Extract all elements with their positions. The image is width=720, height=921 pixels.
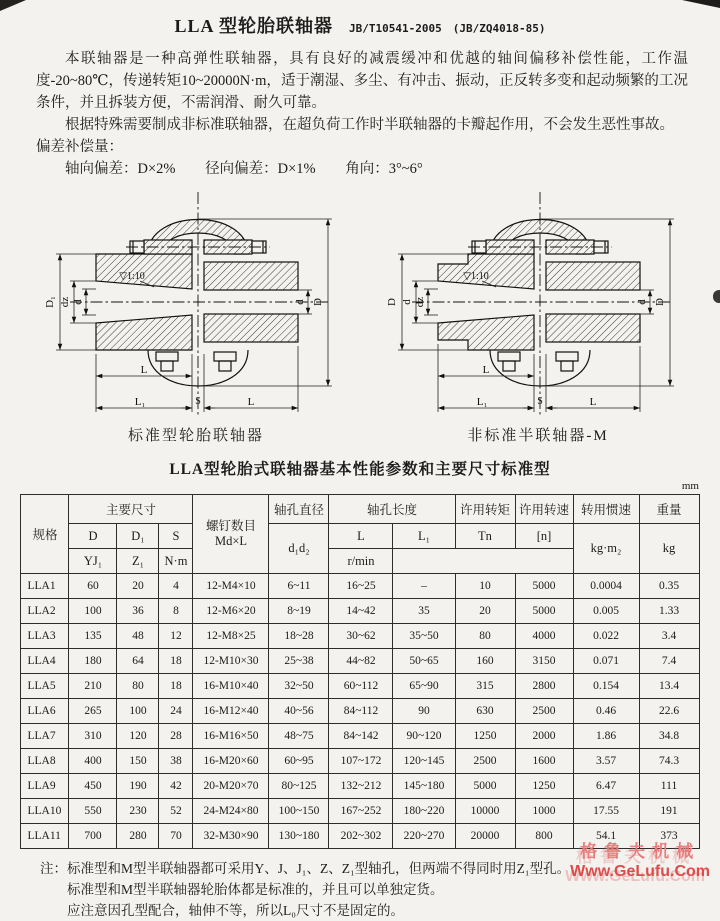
note-line: 标准型和M型半联轴器轮胎体都是标准的，并且可以单独定货。 (67, 882, 444, 897)
dim-label-left-outer: D (386, 298, 398, 306)
value-cell: 12 (159, 624, 193, 649)
value-cell: 180~220 (393, 799, 455, 824)
dim-label-right-outer: D (654, 298, 666, 306)
header-torque-symbol: Tn (455, 524, 515, 549)
value-cell: 135 (69, 624, 117, 649)
value-cell: 132~212 (329, 774, 393, 799)
value-cell: 550 (69, 799, 117, 824)
value-cell: 0.46 (573, 699, 639, 724)
value-cell: 145~180 (393, 774, 455, 799)
spec-cell: LLA9 (21, 774, 69, 799)
value-cell: – (393, 574, 455, 599)
compensation-values (36, 158, 688, 180)
value-cell: 4 (159, 574, 193, 599)
value-cell: 8~19 (269, 599, 329, 624)
value-cell: 52 (159, 799, 193, 824)
value-cell: 16-M12×40 (193, 699, 269, 724)
value-cell: 120~145 (393, 749, 455, 774)
value-cell: 12-M8×25 (193, 624, 269, 649)
value-cell: 450 (69, 774, 117, 799)
value-cell: 6.47 (573, 774, 639, 799)
table-body (21, 574, 699, 849)
header-weight-unit: kg (639, 524, 699, 574)
spec-cell: LLA1 (21, 574, 69, 599)
value-cell: 90~120 (393, 724, 455, 749)
value-cell: 100 (117, 699, 159, 724)
value-cell: 10000 (455, 799, 515, 824)
table-title: LLA型轮胎式联轴器基本性能参数和主要尺寸标准型 (169, 461, 551, 478)
dim-label-left-mid: d (401, 299, 413, 305)
value-cell: 5000 (515, 599, 573, 624)
value-cell: 1.33 (639, 599, 699, 624)
header-S: S (159, 524, 193, 549)
figure-nonstandard-coupling (382, 186, 694, 445)
value-cell: 0.022 (573, 624, 639, 649)
value-cell: 32~50 (269, 674, 329, 699)
value-cell: 3.4 (639, 624, 699, 649)
nonstandard-coupling-drawing (382, 186, 694, 424)
header-torque: 许用转矩 (455, 495, 515, 524)
value-cell: 20000 (455, 824, 515, 849)
intro-paragraph-1: 本联轴器是一种高弹性联轴器，具有良好的减震缓冲和优越的轴间偏移补偿性能，工作温度-20~80℃，传递转矩10~20000N·m，适于潮湿、多尘、有冲击、振动，正反转多变和起动频繁的工况条件，并且拆装方便，不需润滑、耐久可靠。 (36, 51, 688, 111)
value-cell: 74.3 (639, 749, 699, 774)
header-Z1: Z₁ (117, 549, 159, 574)
spec-cell: LLA11 (21, 824, 69, 849)
value-cell: 20 (455, 599, 515, 624)
value-cell: 18 (159, 674, 193, 699)
value-cell: 30~62 (329, 624, 393, 649)
value-cell: 60~112 (329, 674, 393, 699)
value-cell: 180 (69, 649, 117, 674)
note-line: 标准型和M型半联轴器都可采用Y、J、J₁、Z、Z₁型轴孔，但两端不得同时用Z₁型孔。 (67, 861, 571, 876)
header-main-dims: 主要尺寸 (69, 495, 193, 524)
value-cell: 60 (69, 574, 117, 599)
watermark (570, 841, 710, 882)
dim-label-right-inner: d (294, 299, 306, 305)
value-cell: 84~142 (329, 724, 393, 749)
dim-label-left-inner: d (72, 299, 84, 305)
value-cell: 167~252 (329, 799, 393, 824)
table-row (21, 699, 699, 724)
dim-label-s: S (195, 396, 201, 407)
value-cell: 35~50 (393, 624, 455, 649)
value-cell: 20 (117, 574, 159, 599)
value-cell: 40~56 (269, 699, 329, 724)
value-cell: 210 (69, 674, 117, 699)
value-cell: 48 (117, 624, 159, 649)
value-cell: 107~172 (329, 749, 393, 774)
spec-cell: LLA4 (21, 649, 69, 674)
header-L1: L₁ (393, 524, 455, 549)
table-row (21, 724, 699, 749)
dim-label-hub-length: L (140, 364, 148, 376)
header-screws-line1: 螺钉数目 (205, 519, 256, 533)
value-cell: 32-M30×90 (193, 824, 269, 849)
header-weight: 重量 (639, 495, 699, 524)
value-cell: 265 (69, 699, 117, 724)
value-cell: 3.57 (573, 749, 639, 774)
header-YJ1: YJ₁ (69, 549, 117, 574)
value-cell: 25~38 (269, 649, 329, 674)
value-cell: 2000 (515, 724, 573, 749)
value-cell: 70 (159, 824, 193, 849)
value-cell: 5000 (455, 774, 515, 799)
value-cell: 800 (515, 824, 573, 849)
value-cell: 18 (159, 649, 193, 674)
value-cell: 12-M6×20 (193, 599, 269, 624)
scan-artifact-right-edge (713, 290, 720, 303)
value-cell: 48~75 (269, 724, 329, 749)
value-cell: 18~28 (269, 624, 329, 649)
dim-label-hub-length: L (482, 364, 490, 376)
value-cell: 4000 (515, 624, 573, 649)
value-cell: 190 (117, 774, 159, 799)
header-screws-line2: Md×L (214, 534, 248, 548)
value-cell: 0.0004 (573, 574, 639, 599)
value-cell: 1250 (515, 774, 573, 799)
taper-label: ▽1:10 (463, 271, 489, 282)
table-row (21, 749, 699, 774)
value-cell: 1.86 (573, 724, 639, 749)
value-cell: 310 (69, 724, 117, 749)
spec-cell: LLA3 (21, 624, 69, 649)
value-cell: 38 (159, 749, 193, 774)
value-cell: 100 (69, 599, 117, 624)
value-cell: 6~11 (269, 574, 329, 599)
value-cell: 24 (159, 699, 193, 724)
value-cell: 16-M16×50 (193, 724, 269, 749)
header-D1: D₁ (117, 524, 159, 549)
value-cell: 2500 (515, 699, 573, 724)
value-cell: 35 (393, 599, 455, 624)
value-cell: 14~42 (329, 599, 393, 624)
value-cell: 16-M20×60 (193, 749, 269, 774)
value-cell: 160 (455, 649, 515, 674)
value-cell: 280 (117, 824, 159, 849)
caption-standard-coupling: 标准型轮胎联轴器 (127, 428, 264, 444)
value-cell: 220~270 (393, 824, 455, 849)
spec-cell: LLA6 (21, 699, 69, 724)
header-bore-dia-sub: d₁d₂ (269, 524, 329, 574)
spec-cell: LLA10 (21, 799, 69, 824)
figure-standard-coupling (40, 186, 352, 445)
value-cell: 373 (639, 824, 699, 849)
coupling-body (96, 220, 298, 387)
table-row (21, 624, 699, 649)
value-cell: 16-M10×40 (193, 674, 269, 699)
value-cell: 2500 (455, 749, 515, 774)
value-cell: 17.55 (573, 799, 639, 824)
value-cell: 36 (117, 599, 159, 624)
angular-deviation: 角向：3°~6° (345, 161, 423, 177)
value-cell: 100~150 (269, 799, 329, 824)
header-speed: 许用转速 (515, 495, 573, 524)
value-cell: 80 (455, 624, 515, 649)
table-row (21, 799, 699, 824)
table-row (21, 774, 699, 799)
value-cell: 5000 (515, 574, 573, 599)
value-cell: 13.4 (639, 674, 699, 699)
table-row (21, 599, 699, 624)
standard-coupling-drawing (40, 186, 352, 424)
specs-table (20, 494, 699, 849)
table-row (21, 574, 699, 599)
spec-cell: LLA5 (21, 674, 69, 699)
dim-label-s: S (537, 396, 543, 407)
value-cell: 8 (159, 599, 193, 624)
value-cell: 700 (69, 824, 117, 849)
value-cell: 42 (159, 774, 193, 799)
value-cell: 44~82 (329, 649, 393, 674)
value-cell: 50~65 (393, 649, 455, 674)
header-speed-unit: r/min (329, 549, 393, 574)
table-header (21, 495, 699, 574)
value-cell: 230 (117, 799, 159, 824)
dim-label-l-right: L (247, 396, 255, 408)
header-bore-length: 轴孔长度 (329, 495, 455, 524)
axial-deviation: 轴向偏差：D×2% (65, 161, 176, 177)
radial-deviation: 径向偏差：D×1% (205, 161, 316, 177)
value-cell: 60~95 (269, 749, 329, 774)
spec-cell: LLA7 (21, 724, 69, 749)
value-cell: 1250 (455, 724, 515, 749)
value-cell: 24-M24×80 (193, 799, 269, 824)
value-cell: 630 (455, 699, 515, 724)
header-screws (193, 495, 269, 574)
caption-nonstandard-coupling: 非标准半联轴器-M (467, 428, 609, 444)
value-cell: 3150 (515, 649, 573, 674)
value-cell: 20-M20×70 (193, 774, 269, 799)
standard-number: JB/T10541-2005 (JB/ZQ4018-85) (349, 22, 546, 35)
value-cell: 0.071 (573, 649, 639, 674)
value-cell: 64 (117, 649, 159, 674)
value-cell: 22.6 (639, 699, 699, 724)
table-row (21, 649, 699, 674)
header-bore-dia: 轴孔直径 (269, 495, 329, 524)
dim-label-l1: L₁ (134, 396, 146, 408)
dim-label-right-inner: d (636, 299, 648, 305)
watermark-brand: 格鲁夫机械 (580, 841, 701, 861)
value-cell: 10 (455, 574, 515, 599)
intro-text (36, 48, 688, 136)
dim-label-left-mid: dz (59, 296, 71, 308)
header-torque-unit: N·m (159, 549, 193, 574)
diagrams-section (0, 180, 720, 445)
value-cell: 1000 (515, 799, 573, 824)
page-header (0, 12, 720, 38)
dim-label-right-outer: D (312, 298, 324, 306)
watermark-url: Www.GeLufu.Com (570, 863, 710, 880)
value-cell: 54.1 (573, 824, 639, 849)
value-cell: 34.8 (639, 724, 699, 749)
value-cell: 28 (159, 724, 193, 749)
value-cell: 191 (639, 799, 699, 824)
compensation-label: 偏差补偿量： (36, 139, 123, 155)
table-row (21, 674, 699, 699)
value-cell: 150 (117, 749, 159, 774)
header-L: L (329, 524, 393, 549)
coupling-body (438, 220, 640, 387)
value-cell: 111 (639, 774, 699, 799)
dim-label-l-right: L (589, 396, 597, 408)
value-cell: 80 (117, 674, 159, 699)
value-cell: 2800 (515, 674, 573, 699)
value-cell: 0.005 (573, 599, 639, 624)
value-cell: 1600 (515, 749, 573, 774)
value-cell: 400 (69, 749, 117, 774)
value-cell: 84~112 (329, 699, 393, 724)
taper-label: ▽1:10 (119, 271, 145, 282)
value-cell: 202~302 (329, 824, 393, 849)
header-spec: 规格 (21, 495, 69, 574)
notes-prefix: 注： (40, 861, 67, 876)
value-cell: 0.35 (639, 574, 699, 599)
spec-cell: LLA8 (21, 749, 69, 774)
header-inertia: 转用惯速 (573, 495, 639, 524)
dim-label-l1: L₁ (476, 396, 488, 408)
header-speed-symbol: [n] (515, 524, 573, 549)
header-inertia-unit: kg·m₂ (573, 524, 639, 574)
value-cell: 80~125 (269, 774, 329, 799)
value-cell: 130~180 (269, 824, 329, 849)
dim-label-left-outer: D₁ (44, 296, 56, 308)
value-cell: 120 (117, 724, 159, 749)
value-cell: 12-M10×30 (193, 649, 269, 674)
value-cell: 12-M4×10 (193, 574, 269, 599)
note-line: 应注意因孔型配合，轴伸不等，所以L₀尺寸不是固定的。 (67, 903, 404, 918)
value-cell: 7.4 (639, 649, 699, 674)
value-cell: 16~25 (329, 574, 393, 599)
value-cell: 90 (393, 699, 455, 724)
dim-label-left-inner: dz (414, 296, 426, 308)
value-cell: 0.154 (573, 674, 639, 699)
value-cell: 315 (455, 674, 515, 699)
spec-cell: LLA2 (21, 599, 69, 624)
unit-label: mm (681, 480, 699, 492)
page-title: LLA 型轮胎联轴器 (174, 16, 334, 36)
notes-lines (67, 858, 570, 921)
value-cell: 65~90 (393, 674, 455, 699)
header-D: D (69, 524, 117, 549)
intro-paragraph-2: 根据特殊需要制成非标准联轴器，在超负荷工作时半联轴器的卡瓣起作用，不会发生恶性事故。 (65, 117, 674, 133)
